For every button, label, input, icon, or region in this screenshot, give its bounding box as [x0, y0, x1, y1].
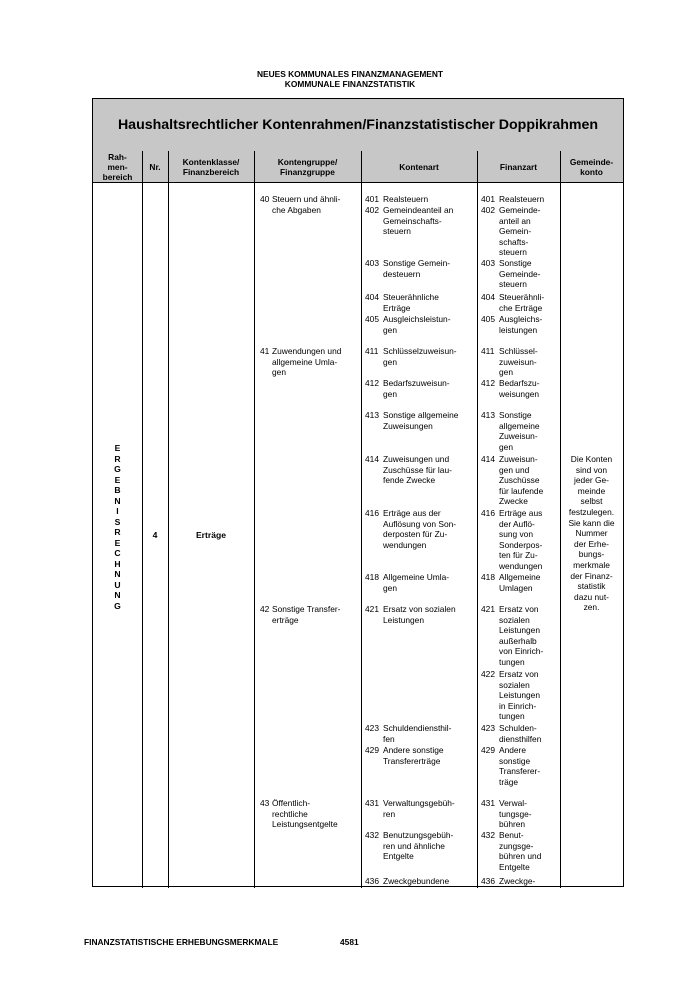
account-label-line: Allgemeine: [499, 572, 541, 582]
list-item: [481, 258, 577, 290]
account-label-line: Leistungsentgelte: [272, 819, 338, 830]
account-label-line: von Einrich-: [499, 646, 544, 657]
account-label-line: Zwecke: [499, 496, 528, 507]
gemeindekonto-note: [560, 454, 623, 613]
col-header-kontengruppe: [254, 151, 361, 182]
account-label-line: Sonstige Transfer-: [272, 604, 341, 614]
account-label-line: Erträge aus der: [383, 508, 441, 518]
account-label-line: träge: [499, 776, 519, 787]
account-label-line: bühren und: [499, 851, 542, 862]
list-item: [481, 723, 577, 744]
account-number: 414: [365, 454, 379, 464]
account-label-line: Schulden-: [499, 723, 537, 733]
account-label-line: Zuweisun-: [499, 454, 538, 464]
account-number: 405: [481, 314, 495, 324]
rahmenbereich-letter: E: [114, 443, 121, 453]
account-label-line: Schlüsselzuweisun-: [383, 346, 457, 356]
note-line: der Erhe-: [574, 538, 609, 549]
account-label-line: Gemeinde-: [499, 205, 541, 215]
account-label-line: Auflösung von Son-: [383, 518, 457, 529]
account-label-line: Benutzungsgebüh-: [383, 830, 454, 840]
list-item: [365, 378, 493, 399]
account-label-line: allgemeine: [499, 420, 540, 431]
account-label-line: steuern: [383, 226, 411, 237]
header-text-line: Nr.: [149, 161, 161, 172]
rahmenbereich-letter: E: [114, 537, 121, 548]
account-label-line: tungen: [499, 656, 525, 667]
account-label-line: tungen: [499, 711, 525, 722]
note-line: zen.: [583, 602, 600, 613]
account-label-line: in Einrich-: [499, 700, 537, 711]
list-item: [481, 314, 577, 335]
doc-header-line2: KOMMUNALE FINANZSTATISTIK: [284, 79, 416, 89]
account-label-line: Steuern und ähnli-: [272, 194, 341, 204]
account-label-line: Leistungen: [383, 614, 424, 625]
account-label-line: Sonstige Gemein-: [383, 258, 451, 268]
account-number: 422: [481, 669, 495, 679]
account-label-line: Transfererträge: [383, 755, 441, 766]
header-text-line: Rah-: [108, 151, 127, 162]
rahmenbereich-letter: R: [114, 527, 121, 537]
account-label-line: desteuern: [383, 268, 421, 279]
account-label-line: Zweckgebundene: [383, 876, 450, 886]
header-text-line: Kontenklasse/: [182, 156, 240, 167]
list-item: [481, 876, 577, 887]
account-label-line: Sonstige allgemeine: [383, 410, 459, 420]
account-label-line: Transferer-: [499, 766, 541, 777]
account-label-line: außerhalb: [499, 635, 537, 646]
list-item: [481, 292, 577, 313]
list-item: [481, 346, 577, 378]
list-item: [365, 604, 493, 625]
account-label-line: tungsge-: [499, 808, 532, 819]
list-item: [365, 258, 493, 279]
note-line: bungs-: [578, 549, 605, 560]
table-title: Haushaltsrechtlicher Kontenrahmen/Finanzstatistischer Doppikrahmen: [93, 99, 623, 152]
account-number: 404: [365, 292, 379, 302]
table-header-row: [93, 151, 623, 183]
account-label-line: Steuerähnliche: [383, 292, 439, 302]
account-number: 421: [481, 604, 495, 614]
account-label-line: sonstige: [499, 755, 531, 766]
rahmenbereich-letter: I: [116, 506, 119, 516]
rahmenbereich-letter: N: [114, 569, 121, 579]
account-number: 402: [481, 205, 495, 215]
list-item: [481, 669, 577, 722]
account-number: 402: [365, 205, 379, 215]
list-item: [365, 346, 493, 367]
col-header-nr: [142, 151, 168, 182]
header-text-line: Gemeinde-: [569, 156, 614, 167]
account-label-line: sozialen: [499, 679, 530, 690]
account-label-line: gen: [383, 356, 397, 367]
account-label-line: Sonstige: [499, 258, 532, 268]
column-divider: [168, 151, 169, 888]
account-label-line: rechtliche: [272, 808, 308, 819]
account-label-line: Ersatz von sozialen: [383, 604, 456, 614]
list-item: [365, 830, 493, 862]
list-item: [260, 194, 372, 215]
header-text-line: Finanzbereich: [182, 166, 240, 177]
rahmenbereich-letter: S: [114, 516, 121, 527]
account-label-line: Erträge aus: [499, 508, 543, 518]
account-label-line: schafts-: [499, 236, 529, 247]
account-label-line: steuern: [499, 279, 527, 290]
rahmenbereich-letter: G: [114, 600, 121, 611]
note-line: Nummer: [575, 528, 608, 539]
note-line: merkmale: [573, 559, 610, 570]
list-item: [481, 798, 577, 830]
list-item: [365, 745, 493, 766]
account-label-line: weisungen: [499, 388, 540, 399]
account-label-line: Ersatz von: [499, 669, 539, 679]
rahmenbereich-letter: U: [114, 579, 121, 590]
account-label-line: gen: [383, 388, 397, 399]
account-label-line: Ausgleichsleistun-: [383, 314, 451, 324]
account-label-line: wendungen: [383, 539, 427, 550]
header-text-line: Finanzart: [499, 161, 538, 172]
list-item: [481, 410, 577, 452]
account-label-line: bühren: [499, 819, 526, 830]
list-item: [481, 830, 577, 872]
account-number: 431: [365, 798, 379, 808]
list-item: [365, 205, 493, 237]
header-text-line: bereich: [102, 171, 133, 182]
account-number: 43: [260, 798, 270, 808]
account-label-line: erträge: [272, 614, 299, 625]
account-label-line: leistungen: [499, 324, 538, 335]
account-label-line: che Abgaben: [272, 204, 321, 215]
col-header-finanzart: [477, 151, 560, 182]
list-item: [365, 410, 493, 431]
account-label-line: Umlagen: [499, 582, 533, 593]
list-item: [365, 876, 493, 887]
list-item: [260, 346, 372, 378]
account-label-line: gen: [383, 324, 397, 335]
account-label-line: wendungen: [499, 560, 543, 571]
list-item: [260, 798, 372, 830]
account-number: 418: [481, 572, 495, 582]
account-number: 401: [365, 194, 379, 204]
account-label-line: Realsteuern: [499, 194, 545, 204]
account-label-line: Erträge: [383, 302, 411, 313]
account-label-line: für laufende: [499, 485, 544, 496]
note-line: der Finanz-: [570, 570, 613, 581]
account-number: 404: [481, 292, 495, 302]
account-label-line: Zuwendungen und: [272, 346, 342, 356]
rahmenbereich-vertical-label: [93, 443, 142, 611]
rahmenbereich-letter: H: [114, 558, 121, 569]
account-label-line: che Erträge: [499, 302, 543, 313]
note-line: Die Konten: [570, 454, 613, 464]
list-item: [365, 194, 493, 205]
account-label-line: Zuweisungen und: [383, 454, 450, 464]
account-label-line: Gemeindeanteil an: [383, 205, 454, 215]
list-item: [481, 194, 577, 205]
account-label-line: Sonstige: [499, 410, 532, 420]
account-label-line: diensthilfen: [499, 733, 542, 744]
note-line: statistik: [577, 581, 606, 592]
account-number: 423: [365, 723, 379, 733]
account-label-line: Bedarfszuweisun-: [383, 378, 450, 388]
account-number: 413: [365, 410, 379, 420]
account-number: 418: [365, 572, 379, 582]
col-header-kontenklasse: [168, 151, 254, 182]
account-label-line: Schlüssel-: [499, 346, 538, 356]
account-label-line: Sonderpos-: [499, 539, 543, 550]
account-label-line: ren: [383, 808, 396, 819]
account-label-line: Öffentlich-: [272, 798, 311, 808]
rahmenbereich-letter: N: [114, 590, 121, 600]
rahmenbereich-letter: R: [114, 453, 121, 464]
list-item: [481, 604, 577, 668]
account-label-line: Gemeinde-: [499, 268, 541, 279]
account-number: 432: [365, 830, 379, 840]
list-item: [365, 798, 493, 819]
account-label-line: Zuweisun-: [499, 431, 538, 442]
list-item: [260, 604, 372, 625]
account-label-line: Realsteuern: [383, 194, 429, 204]
note-line: selbst: [580, 496, 603, 507]
account-number: 429: [365, 745, 379, 755]
account-label-line: Zuschüsse für lau-: [383, 464, 452, 475]
header-text-line: konto: [580, 166, 603, 177]
list-item: [481, 378, 577, 399]
nr-cell: 4: [152, 530, 158, 540]
account-number: 411: [481, 346, 495, 356]
note-line: festzulegen.: [568, 506, 615, 517]
account-label-line: Zuweisungen: [383, 420, 433, 431]
account-label-line: Benut-: [499, 830, 524, 840]
header-text-line: Kontenart: [399, 161, 439, 172]
account-number: 416: [365, 508, 379, 518]
account-label-line: anteil an: [499, 215, 531, 226]
note-line: sind von: [575, 464, 608, 475]
account-label-line: gen: [383, 582, 397, 593]
account-number: 432: [481, 830, 495, 840]
col-header-gemeindekonto: [560, 151, 623, 182]
account-number: 421: [365, 604, 379, 614]
account-number: 413: [481, 410, 495, 420]
account-number: 414: [481, 454, 495, 464]
account-label-line: sung von: [499, 529, 533, 540]
account-number: 436: [481, 876, 495, 886]
account-label-line: gen: [272, 367, 286, 378]
account-number: 412: [365, 378, 379, 388]
account-label-line: Leistungen: [499, 625, 540, 636]
account-label-line: Entgelte: [499, 861, 530, 872]
account-number: 401: [481, 194, 495, 204]
account-label-line: Gemeinschafts-: [383, 215, 442, 226]
account-number: 416: [481, 508, 495, 518]
account-label-line: Andere sonstige: [383, 745, 444, 755]
note-line: jeder Ge-: [574, 475, 609, 486]
list-item: [365, 292, 493, 313]
account-label-line: Zweckge-: [499, 876, 536, 886]
account-label-line: Zuschüsse: [499, 475, 540, 486]
account-label-line: zungsge-: [499, 840, 534, 851]
col-header-rahmenbereich: [93, 151, 142, 182]
account-label-line: gen: [499, 441, 513, 452]
account-number: 403: [365, 258, 379, 268]
account-label-line: allgemeine Umla-: [272, 356, 338, 367]
account-label-line: Andere: [499, 745, 527, 755]
account-label-line: fende Zwecke: [383, 475, 436, 486]
header-text-line: Kontengruppe/: [277, 156, 338, 167]
note-line: meinde: [577, 485, 606, 496]
column-divider: [254, 151, 255, 888]
header-text-line: Finanzgruppe: [280, 166, 335, 177]
account-label-line: derposten für Zu-: [383, 529, 448, 540]
account-number: 411: [365, 346, 379, 356]
account-number: 423: [481, 723, 495, 733]
account-number: 403: [481, 258, 495, 268]
account-label-line: Gemein-: [499, 226, 532, 237]
account-label-line: ten für Zu-: [499, 550, 538, 561]
list-item: [481, 205, 577, 258]
account-number: 429: [481, 745, 495, 755]
kontenklasse-cell: Erträge: [195, 530, 227, 540]
account-label-line: Entgelte: [383, 851, 414, 862]
footer-page-number: 4581: [340, 937, 359, 947]
account-label-line: Steuerähnli-: [499, 292, 545, 302]
column-divider: [142, 151, 143, 888]
account-label-line: Schuldendiensthil-: [383, 723, 452, 733]
note-line: Sie kann die: [568, 517, 615, 528]
account-label-line: steuern: [499, 247, 527, 258]
footer-title: FINANZSTATISTISCHE ERHEBUNGSMERKMALE: [84, 937, 279, 947]
account-label-line: der Auflö-: [499, 518, 535, 529]
account-label-line: Verwaltungsgebüh-: [383, 798, 455, 808]
header-text-line: men-: [107, 161, 128, 172]
rahmenbereich-letter: N: [114, 495, 121, 506]
list-item: [365, 572, 493, 593]
account-label-line: ren und ähnliche: [383, 840, 445, 851]
rahmenbereich-letter: C: [114, 548, 121, 558]
rahmenbereich-letter: B: [114, 485, 121, 495]
account-label-line: sozialen: [499, 614, 530, 625]
account-label-line: Ersatz von: [499, 604, 539, 614]
account-number: 41: [260, 346, 270, 356]
account-label-line: Bedarfszu-: [499, 378, 540, 388]
list-item: [365, 314, 493, 335]
account-label-line: fen: [383, 733, 395, 744]
account-number: 431: [481, 798, 495, 808]
account-label-line: Allgemeine Umla-: [383, 572, 450, 582]
account-label-line: gen und: [499, 464, 530, 475]
col-header-kontenart: [361, 151, 477, 182]
account-label-line: Verwal-: [499, 798, 527, 808]
column-divider: [361, 151, 362, 888]
note-line: dazu nut-: [574, 591, 609, 602]
list-item: [365, 454, 493, 486]
account-number: 412: [481, 378, 495, 388]
list-item: [365, 508, 493, 550]
account-number: 405: [365, 314, 379, 324]
account-number: 42: [260, 604, 270, 614]
list-item: [365, 723, 493, 744]
account-number: 436: [365, 876, 379, 886]
account-label-line: zuweisun-: [499, 356, 537, 367]
account-label-line: Leistungen: [499, 690, 540, 701]
doc-header-line1: NEUES KOMMUNALES FINANZMANAGEMENT: [256, 69, 444, 79]
rahmenbereich-letter: G: [114, 464, 121, 474]
account-label-line: gen: [499, 367, 513, 378]
rahmenbereich-letter: E: [114, 474, 121, 485]
kontenrahmen-table: [92, 98, 624, 887]
account-number: 40: [260, 194, 270, 204]
list-item: [481, 745, 577, 787]
account-label-line: Ausgleichs-: [499, 314, 543, 324]
